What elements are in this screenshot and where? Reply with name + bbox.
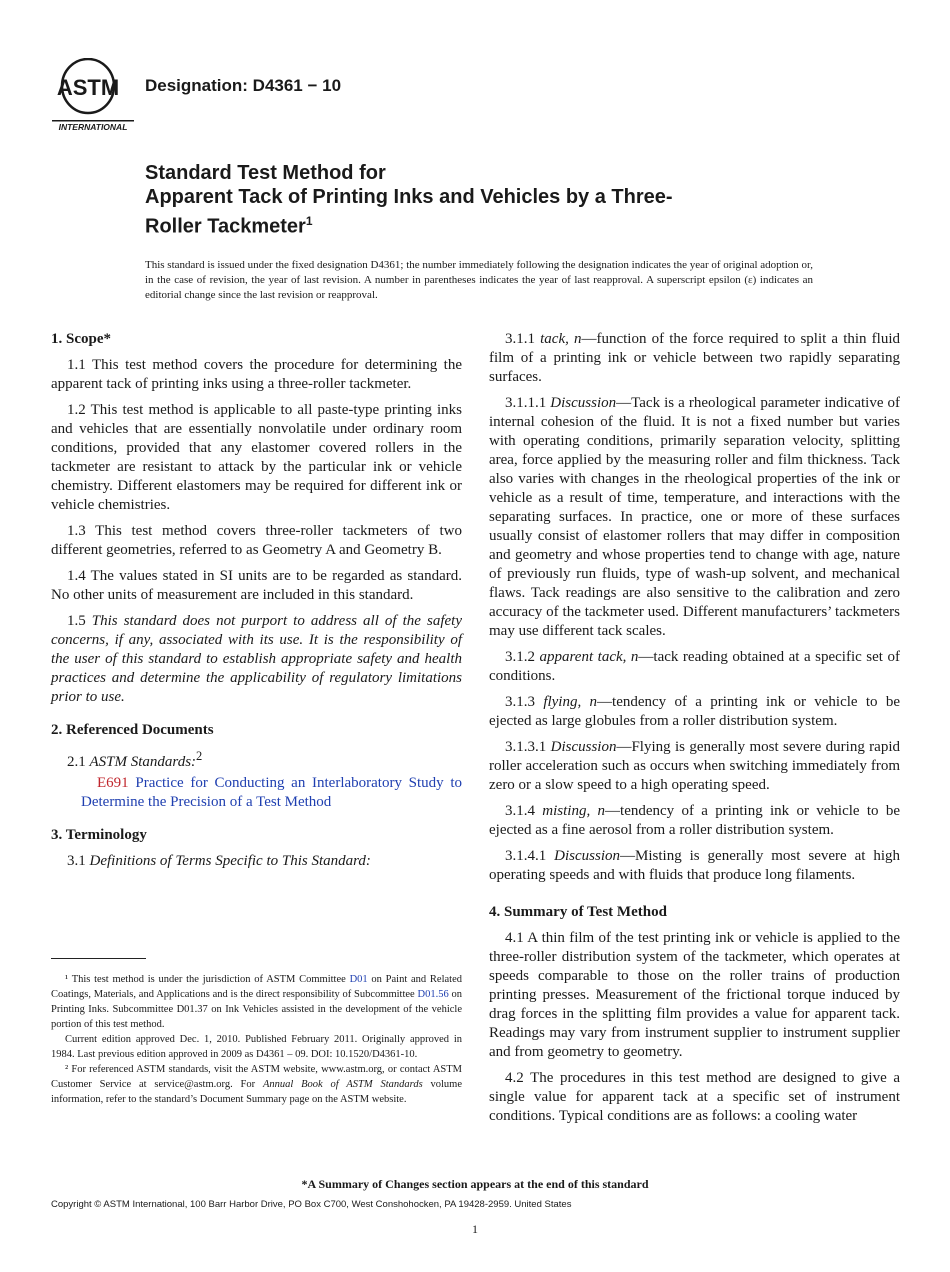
footnote-edition: Current edition approved Dec. 1, 2010. Published February 2011. Originally approved in 1984. Last previous edition approved in 2009 as D4361 – 09. DOI: 10.1520/D4361-10. [51,1034,462,1060]
term-3-1-3 [489,693,900,731]
discussion-label: Discussion [550,739,617,755]
paragraph-4-1: 4.1 A thin film of the test printing ink or vehicle is applied to the three-roller distribution system of the tackmeter, which operates at speeds comparable to those on the roller trains of production printing presses. Measurement of the frictional torque induced by drag forces in the splitting film provides a value for apparent tack. Readings may vary from instrument supplier to instrument supplier and from geometry to geometry. [489,930,900,1060]
title-line-2: Apparent Tack of Printing Inks and Vehicles by a Three- [145,186,673,208]
footnote-2-text-b: volume information, refer to the standard’s Document Summary page on the ASTM website. [51,1079,462,1105]
paragraph-2-1 [51,747,462,772]
designation-notice: This standard is issued under the fixed designation D4361; the number immediately following the designation indicates the year of original adoption or, in the case of revision, the year of last revision. A number in parentheses indicates the year of last reapproval. A superscript epsilon (ε) indicates an editorial change since the last revision or reapproval. [145,259,813,301]
term-name: flying, n [543,694,598,710]
title-footnote-mark: 1 [305,214,313,228]
astm-international-logo [52,58,134,132]
term-definition: —tendency of a printing ink or vehicle to be ejected as a fine aerosol from a roller distribution system. [489,803,900,838]
term-3-1-4-1 [489,847,900,885]
summary-of-changes-note: *A Summary of Changes section appears at the end of this standard [301,1177,649,1191]
subcommittee-d01-56-link[interactable]: D01.56 [417,989,449,1000]
document-title [145,161,805,239]
term-3-1-1 [489,330,900,387]
discussion-text: —Tack is a rheological parameter indicative of internal cohesion of the fluid. It is not a fixed number but varies with operating conditions, primarily separation velocity, splitting area, force applied by the measuring roller and film thickness. Tack also varies with changes in the rheological properties of the ink or vehicle as a result of time, temperature, and interactions with the separating surfaces. In practice, one or more of these surfaces usually consist of elastomer rollers that may differ in composition and geometry and whose properties tend to change with age, nature of previously run fluids, type of wash-up solvent, and mechanical flaws. Tack readings are also sensitive to the calibration and zero accuracy of the tackmeter used. Different manufacturers’ tackmeters may use different tack scales. [489,395,900,639]
paragraph-2-1-text: ASTM Standards: [89,754,197,770]
paragraph-1-3: 1.3 This test method covers three-roller tackmeters of two different geometries, referred to as Geometry A and Geometry B. [51,523,462,558]
paragraph-3-1 [51,852,462,871]
paragraph-1-5-number: 1.5 [67,613,86,629]
discussion-label: Discussion [554,848,621,864]
reference-code[interactable]: E691 [97,775,129,791]
term-definition: —function of the force required to split a thin fluid film of a printing ink or vehicle between two rapidly separating surfaces. [489,331,901,385]
term-3-1-4 [489,802,900,840]
section-4-heading: 4. Summary of Test Method [489,904,667,920]
section-2-heading: 2. Referenced Documents [51,722,214,738]
term-definition: —tendency of a printing ink or vehicle to be ejected as large globules from a roller distribution system. [489,694,901,729]
logo-text-bottom: INTERNATIONAL [58,122,128,132]
footnote-1-text-c: on Printing Inks. Subcommittee D01.37 on Ink Vehicles assisted in the development of the vehicle portion of this test method. [51,989,462,1030]
paragraph-4-2: 4.2 The procedures in this test method are designed to give a single value for apparent tack at a specific set of instrument conditions. Typical conditions are as follows: a cooling water [489,1070,900,1124]
paragraph-1-1: 1.1 This test method covers the procedure for determining the apparent tack of printing inks using a three-roller tackmeter. [51,357,462,392]
paragraph-1-5 [51,612,462,707]
term-number: 3.1.1 [505,331,535,347]
discussion-text: —Misting is generally most severe at high operating speeds and with fluids that produce long filaments. [489,848,900,883]
term-number: 3.1.4 [505,803,535,819]
paragraph-1-4: 1.4 The values stated in SI units are to be regarded as standard. No other units of measurement are included in this standard. [51,568,462,603]
right-column [489,330,900,1133]
footnote-1-text-a: ¹ This test method is under the jurisdiction of ASTM Committee [65,974,350,985]
term-name: misting, n [542,803,606,819]
title-line-3 [145,209,805,239]
paragraph-3-1-number: 3.1 [67,853,86,869]
footnote-2-text-a: ² For referenced ASTM standards, visit the ASTM website, www.astm.org, or contact ASTM Customer Service at service@astm.org. For [51,1064,462,1090]
section-1-heading: 1. Scope* [51,331,111,347]
paragraph-1-2: 1.2 This test method is applicable to all paste-type printing inks and vehicles that are essentially nonvolatile under ordinary room conditions, provided that any elastomer covered rollers in the tackmeter are resistant to attack by the particular ink or vehicle chemistry. Different elastomers may be required for different ink or vehicle chemistries. [51,402,462,513]
reference-e691[interactable] [51,774,462,812]
footnote-1 [51,972,462,1032]
term-number: 3.1.4.1 [505,848,547,864]
designation: Designation: D4361 − 10 [145,76,342,95]
reference-title[interactable]: Practice for Conducting an Interlaboratory Study to Determine the Precision of a Test Method [81,775,462,810]
term-3-1-1-1 [489,394,900,641]
left-column [51,330,462,878]
committee-d01-link[interactable]: D01 [349,974,368,985]
footnote-2-italic: Annual Book of ASTM Standards [262,1079,423,1090]
discussion-text: —Flying is generally most severe during rapid roller acceleration such as occurs when switching immediately from zero or a slow speed to a high operating speed. [489,739,901,793]
footnote-1-text-b: on Paint and Related Coatings, Materials, and Applications and is the direct responsibility of Subcommittee [51,974,462,1000]
term-definition: —tack reading obtained at a specific set of conditions. [489,649,900,684]
discussion-label: Discussion [550,395,617,411]
footnote-2-mark: 2 [196,749,203,763]
footnotes [51,972,462,1107]
term-number: 3.1.3.1 [505,739,547,755]
paragraph-1-5-text: This standard does not purport to address all of the safety concerns, if any, associated with its use. It is the responsibility of the user of this standard to establish appropriate safety and health practices and determine the applicability of regulatory limitations prior to use. [51,613,462,705]
page-number: 1 [472,1222,478,1236]
paragraph-2-1-number: 2.1 [67,754,86,770]
term-name: apparent tack, n [539,649,639,665]
logo-text-top: ASTM [56,75,120,100]
term-number: 3.1.1.1 [505,395,547,411]
copyright: Copyright © ASTM International, 100 Barr Harbor Drive, PO Box C700, West Conshohocken, PA 19428-2959. United States [51,1199,572,1210]
term-3-1-2 [489,648,900,686]
title-line-3-text: Roller Tackmeter [145,215,306,238]
section-3-heading: 3. Terminology [51,827,147,843]
title-line-1: Standard Test Method for [145,162,386,184]
term-3-1-3-1 [489,738,900,795]
term-number: 3.1.2 [505,649,535,665]
footnote-2 [51,1062,462,1107]
footnote-divider [51,958,146,959]
paragraph-3-1-text: Definitions of Terms Specific to This Standard: [89,853,371,869]
term-number: 3.1.3 [505,694,535,710]
term-name: tack, n [540,331,582,347]
